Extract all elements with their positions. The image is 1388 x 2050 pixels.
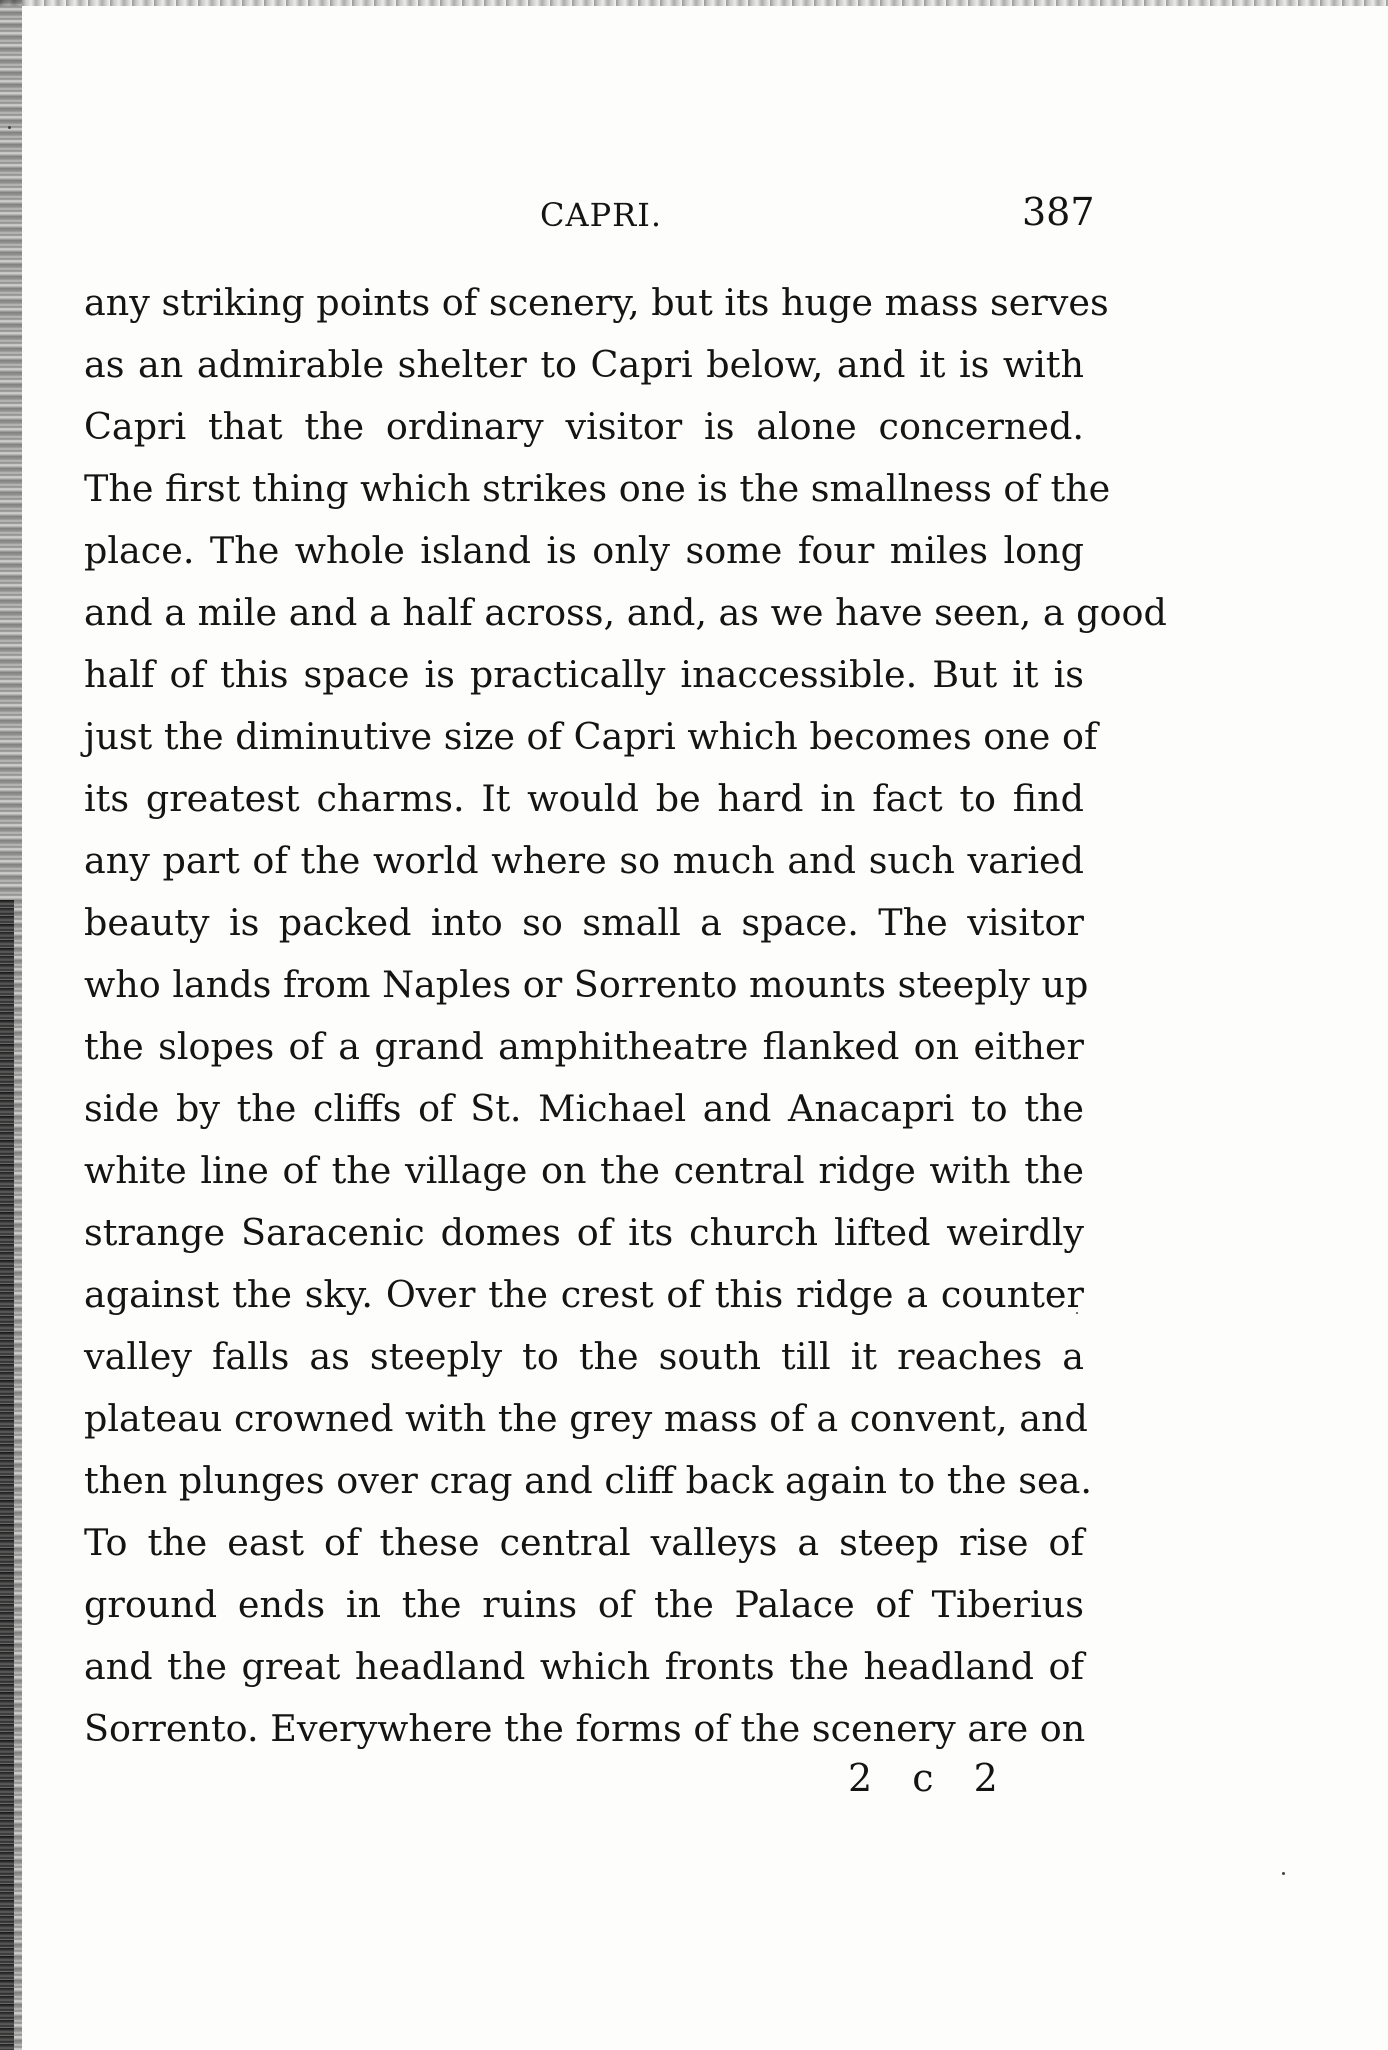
text-line: place. The whole island is only some four miles long <box>84 529 1084 572</box>
text-line: side by the cliffs of St. Michael and Anacapri to the <box>84 1087 1084 1130</box>
running-title: CAPRI. <box>540 196 663 234</box>
text-line: white line of the village on the central ridge with the <box>84 1149 1084 1192</box>
text-line: against the sky. Over the crest of this ridge a counter <box>84 1273 1084 1316</box>
text-line: who lands from Naples or Sorrento mounts steeply up <box>84 963 1089 1006</box>
text-line: half of this space is practically inaccessible. But it is <box>84 653 1084 696</box>
text-line: plateau crowned with the grey mass of a convent, and <box>84 1397 1088 1440</box>
text-line: strange Saracenic domes of its church lifted weirdly <box>84 1211 1084 1254</box>
text-line: its greatest charms. It would be hard in fact to find <box>84 777 1084 820</box>
text-line: beauty is packed into so small a space. The visitor <box>84 901 1084 944</box>
text-line: just the diminutive size of Capri which becomes one of <box>84 715 1098 758</box>
page-top-edge <box>0 0 1388 6</box>
text-line: and a mile and a half across, and, as we have seen, a good <box>84 591 1167 634</box>
text-line: To the east of these central valleys a steep rise of <box>84 1521 1084 1564</box>
text-line: ground ends in the ruins of the Palace of Tiberius <box>84 1583 1084 1626</box>
page-number: 387 <box>1022 190 1095 234</box>
text-line: the slopes of a grand amphitheatre flanked on either <box>84 1025 1084 1068</box>
text-line: any part of the world where so much and such varied <box>84 839 1084 882</box>
text-line: The first thing which strikes one is the smallness of the <box>84 467 1111 510</box>
scan-speck <box>1282 1872 1285 1875</box>
body-text <box>84 272 1167 1760</box>
text-line: Capri that the ordinary visitor is alone concerned. <box>84 405 1084 448</box>
text-line: and the great headland which fronts the headland of <box>84 1645 1084 1688</box>
text-line: Sorrento. Everywhere the forms of the scenery are on <box>84 1707 1086 1750</box>
text-line: then plunges over crag and cliff back again to the sea. <box>84 1459 1092 1502</box>
signature-mark: 2 c 2 <box>848 1756 1012 1800</box>
text-line: valley falls as steeply to the south till it reaches a <box>84 1335 1084 1378</box>
text-line: as an admirable shelter to Capri below, and it is with <box>84 343 1084 386</box>
text-line: any striking points of scenery, but its huge mass serves <box>84 281 1109 324</box>
scan-speck <box>8 126 11 129</box>
binding-edge-shadow <box>0 900 14 2050</box>
